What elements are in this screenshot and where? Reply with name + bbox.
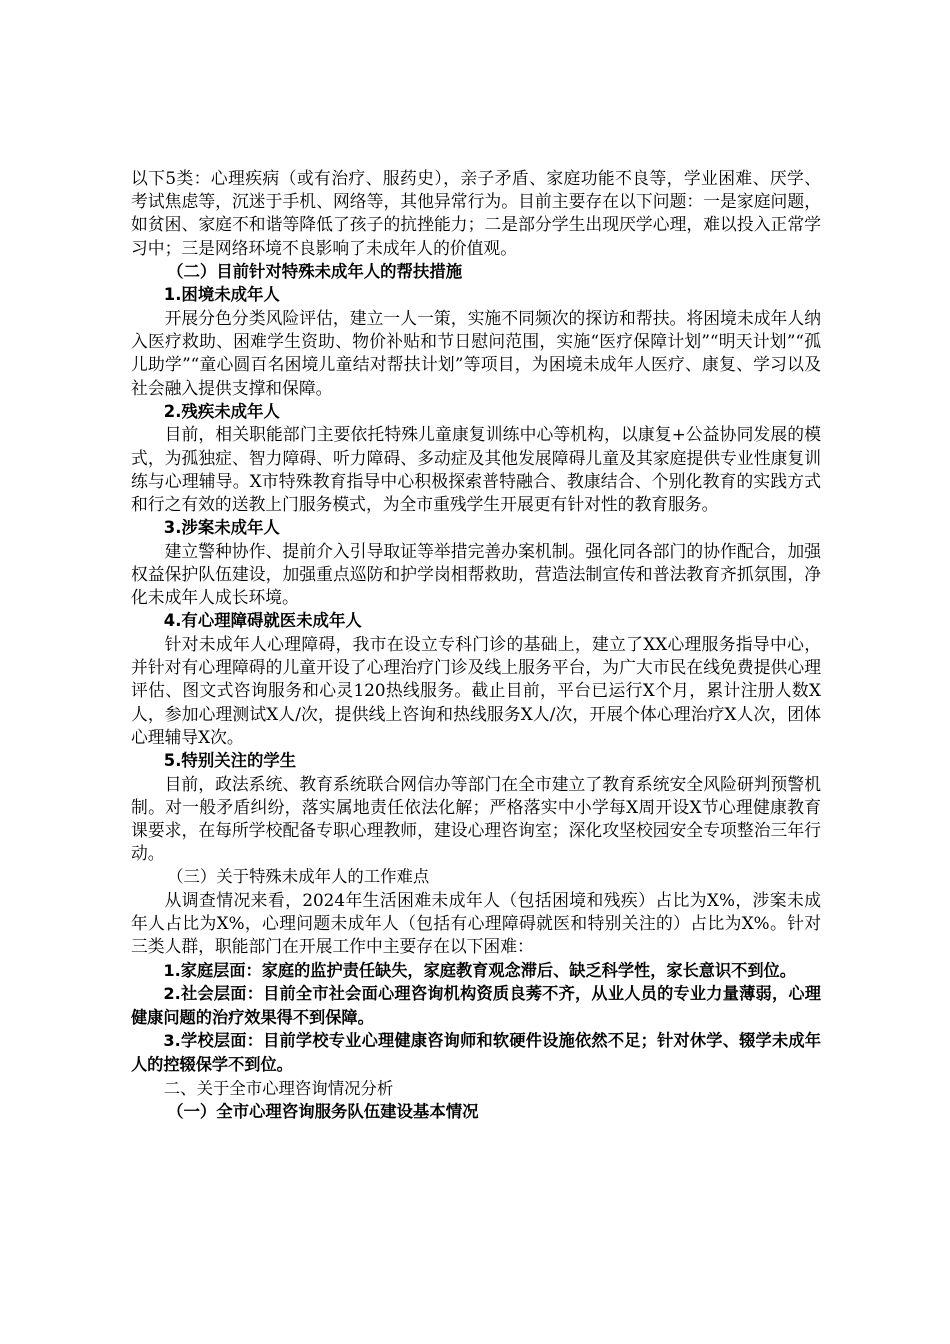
heading-assistance-measures: （二）目前针对特殊未成年人的帮扶措施: [167, 261, 463, 281]
paragraph-case-involved-minors: 建立警种协作、提前介入引导取证等举措完善办案机制。强化同各部门的协作配合，加强权益保护队伍建设，加强重点巡防和护学岗相帮救助，营造法制宣传和普法教育齐抓氛围，净化未成年人成长环境。: [131, 540, 821, 608]
heading-work-difficulties: （三）关于特殊未成年人的工作难点: [167, 867, 430, 887]
intro-paragraph: 以下5类：心理疾病（或有治疗、服药史），亲子矛盾、家庭功能不良等，学业困难、厌学、考试焦虑等，沉迷于手机、网络等，其他异常行为。目前主要存在以下问题：一是家庭问题，如贫困、家庭不和谐等降低了孩子的抗挫能力；二是部分学生出现厌学心理，难以投入正常学习中；三是网络环境不良影响了未成年人的价值观。: [131, 168, 821, 258]
difficulty-family-level: 1.家庭层面：家庭的监护责任缺失，家庭教育观念滞后、缺乏科学性，家长意识不到位。: [163, 960, 796, 980]
paragraph-disabled-minors: 目前，相关职能部门主要依托特殊儿童康复训练中心等机构，以康复+公益协同发展的模式，为孤独症、智力障碍、听力障碍、多动症及其他发展障碍儿童及其家庭提供专业性康复训练与心理辅导。X市特殊教育指导中心积极探索普特融合、教康结合、个别化教育的实践方式和行之有效的送教上门服务模式，为全市重残学生开展更有针对性的教育服务。: [131, 424, 821, 515]
paragraph-work-difficulties: 从调查情况来看，2024年生活困难未成年人（包括困境和残疾）占比为X%，涉案未成年人占比为X%，心理问题未成年人（包括有心理障碍就医和特别关注的）占比为X%。针对三类人群，职能部门在开展工作中主要存在以下困难：: [131, 890, 821, 957]
heading-special-attention-students: 5.特别关注的学生: [163, 751, 297, 771]
difficulty-society-level: 2.社会层面：目前全市社会面心理咨询机构资质良莠不齐，从业人员的专业力量薄弱，心理健康问题的治疗效果得不到保障。: [131, 984, 821, 1027]
paragraph-psychological-disorder-minors: 针对未成年人心理障碍，我市在设立专科门诊的基础上，建立了XX心理服务指导中心，并针对有心理障碍的儿童开设了心理治疗门诊及线上服务平台，为广大市民在线免费提供心理评估、图文式咨询服务和心灵120热线服务。截止目前，平台已运行X个月，累计注册人数X人，参加心理测试X人/次，提供线上咨询和热线服务X人/次，开展个体心理治疗X人次，团体心理辅导X次。: [131, 634, 821, 747]
heading-psychological-disorder-minors: 4.有心理障碍就医未成年人: [163, 611, 362, 631]
heading-counseling-team-status: （一）全市心理咨询服务队伍建设基本情况: [167, 1102, 479, 1122]
heading-section-two: 二、关于全市心理咨询情况分析: [163, 1078, 394, 1098]
difficulty-school-level: 3.学校层面：目前学校专业心理健康咨询师和软硬件设施依然不足；针对休学、辍学未成年人的控辍保学不到位。: [131, 1031, 821, 1075]
paragraph-distressed-minors: 开展分色分类风险评估，建立一人一策，实施不同频次的探访和帮扶。将困境未成年人纳入医疗救助、困难学生资助、物价补贴和节日慰问范围，实施“医疗保障计划”“明天计划”“孤儿助学”“童心圆百名困境儿童结对帮扶计划”等项目，为困境未成年人医疗、康复、学习以及社会融入提供支撑和保障。: [131, 308, 821, 398]
paragraph-special-attention-students: 目前，政法系统、教育系统联合网信办等部门在全市建立了教育系统安全风险研判预警机制。对一般矛盾纠纷，落实属地责任依法化解；严格落实中小学每X周开设X节心理健康教育课要求，在每所学校配备专职心理教师，建设心理咨询室；深化攻坚校园安全专项整治三年行动。: [131, 773, 821, 864]
heading-case-involved-minors: 3.涉案未成年人: [163, 518, 280, 538]
document-body: [131, 167, 821, 1124]
heading-disabled-minors: 2.残疾未成年人: [163, 401, 280, 421]
heading-distressed-minors: 1.困境未成年人: [163, 285, 280, 305]
